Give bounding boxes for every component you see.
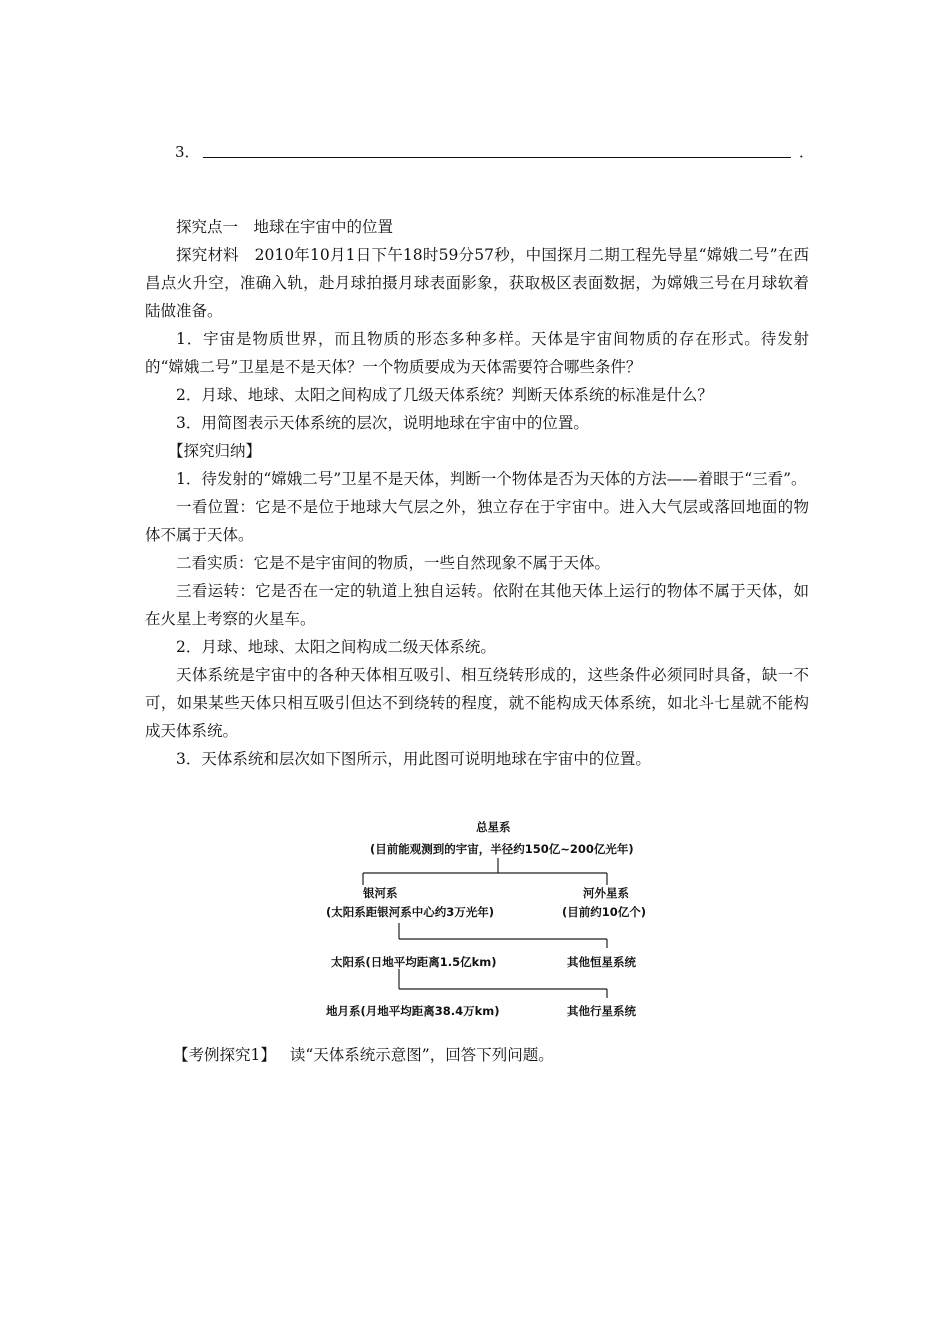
summary-title: 【探究归纳】 bbox=[168, 442, 262, 460]
question-2: 2．月球、地球、太阳之间构成了几级天体系统？判断天体系统的标准是什么？ bbox=[176, 386, 713, 404]
fill-in-blank-3 bbox=[175, 140, 815, 164]
other-galaxies-label: 河外星系 bbox=[583, 886, 629, 900]
blank-end-punctuation: ． bbox=[799, 143, 815, 161]
look-orbit: 三看运转：它是否在一定的轨道上独自运转。依附在其他天体上运行的物体不属于天体，如在火星上考察的火星车。 bbox=[145, 582, 809, 628]
blank-number: 3． bbox=[175, 143, 200, 161]
total-galaxy-note: (目前能观测到的宇宙，半径约150亿~200亿光年) bbox=[370, 842, 634, 856]
milky-way-label: 银河系 bbox=[363, 886, 398, 900]
example-text: 读“天体系统示意图”，回答下列问题。 bbox=[289, 1046, 554, 1064]
celestial-system-hierarchy-diagram bbox=[300, 815, 680, 1027]
inquiry-material: 探究材料 2010年10月1日下午18时59分57秒，中国探月二期工程先导星“嫦娥二号”在西昌点火升空，准确入轨，赴月球拍摄月球表面影象，获取极区表面数据，为嫦娥三号在月球软着陆做准备。 bbox=[145, 246, 809, 320]
answer-2: 2．月球、地球、太阳之间构成二级天体系统。 bbox=[176, 638, 496, 656]
milky-way-note: (太阳系距银河系中心约3万光年) bbox=[326, 905, 495, 919]
section-heading: 探究点一 地球在宇宙中的位置 bbox=[176, 218, 394, 236]
answer-underline bbox=[203, 157, 791, 158]
look-position: 一看位置：它是不是位于地球大气层之外，独立存在于宇宙中。进入大气层或落回地面的物体不属于天体。 bbox=[145, 498, 809, 544]
answer-3: 3．天体系统和层次如下图所示，用此图可说明地球在宇宙中的位置。 bbox=[176, 750, 651, 768]
question-3: 3．用简图表示天体系统的层次，说明地球在宇宙中的位置。 bbox=[176, 414, 589, 432]
example-question bbox=[173, 1043, 554, 1067]
look-essence: 二看实质：它是不是宇宙间的物质，一些自然现象不属于天体。 bbox=[176, 554, 611, 572]
solar-system-label: 太阳系(日地平均距离1.5亿km) bbox=[331, 955, 497, 969]
example-tag: 【考例探究1】 bbox=[173, 1046, 276, 1064]
other-galaxies-note: (目前约10亿个) bbox=[562, 905, 647, 919]
inquiry-section bbox=[145, 213, 809, 773]
other-planet-systems-label: 其他行星系统 bbox=[567, 1004, 636, 1018]
question-1: 1．宇宙是物质世界，而且物质的形态多种多样。天体是宇宙间物质的存在形式。待发射的“嫦娥二号”卫星是不是天体？一个物质要成为天体需要符合哪些条件？ bbox=[145, 330, 809, 376]
answer-1: 1．待发射的“嫦娥二号”卫星不是天体，判断一个物体是否为天体的方法——着眼于“三看”。 bbox=[176, 470, 807, 488]
total-galaxy-label: 总星系 bbox=[476, 820, 511, 834]
earth-moon-system-label: 地月系(月地平均距离38.4万km) bbox=[326, 1004, 500, 1018]
answer-2-detail: 天体系统是宇宙中的各种天体相互吸引、相互绕转形成的，这些条件必须同时具备，缺一不可，如果某些天体只相互吸引但达不到绕转的程度，就不能构成天体系统，如北斗七星就不能构成天体系统。 bbox=[145, 666, 809, 740]
other-star-systems-label: 其他恒星系统 bbox=[567, 955, 636, 969]
